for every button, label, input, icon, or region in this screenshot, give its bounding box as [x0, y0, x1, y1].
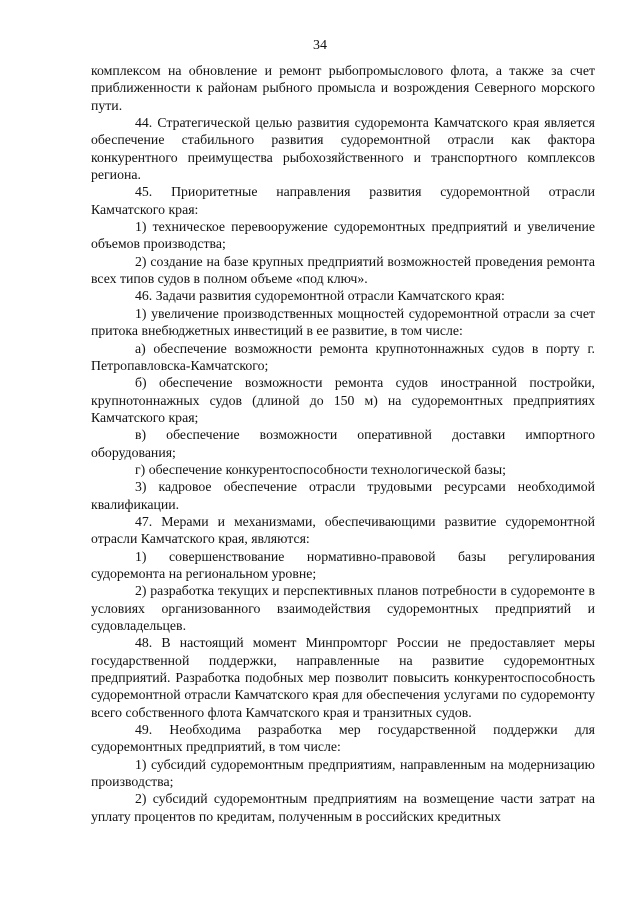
page-number: 34: [313, 38, 327, 53]
paragraph-47: 47. Мерами и механизмами, обеспечивающими развитие судоремонтной отрасли Камчатского края, являются:: [91, 513, 595, 547]
paragraph-46-item-1: 1) увеличение производственных мощностей судоремонтной отрасли за счет притока внебюджетных инвестиций в ее развитие, в том числе:: [91, 305, 595, 339]
paragraph-46-item-1g: г) обеспечение конкурентоспособности технологической базы;: [135, 461, 506, 477]
paragraph-45: 45. Приоритетные направления развития судоремонтной отрасли Камчатского края:: [91, 184, 595, 217]
paragraph-44: 44. Стратегической целью развития судоремонта Камчатского края является обеспечение стабильного развития судоремонтной отрасли как фактора конкурентного преимущества рыбохозяйственного и транспортного комплексов региона.: [91, 115, 595, 183]
paragraph-49: 49. Необходима разработка мер государственной поддержки для судоремонтных предприятий, в том числе:: [91, 722, 595, 755]
paragraph-49-item-2: 2) субсидий судоремонтным предприятиям на возмещение части затрат на уплату процентов по кредитам, полученным в российских кредитных: [91, 791, 595, 824]
paragraph-45-item-1: 1) техническое перевооружение судоремонтных предприятий и увеличение объемов производства;: [91, 219, 595, 252]
document-body: [91, 62, 595, 825]
paragraph-46-item-1a: а) обеспечение возможности ремонта крупнотоннажных судов в порту г. Петропавловска-Камчатского;: [91, 340, 595, 373]
paragraph-48: 48. В настоящий момент Минпромторг России не предоставляет меры государственной поддержки, направленные на развитие судоремонтных предприятий. Разработка подобных мер позволит повысить конкурентоспособность судоремонтной отрасли Камчатского края для обеспечения услугами по судоремонту всего собственного флота Камчатского края и транзитных судов.: [91, 635, 595, 720]
paragraph-47-item-1: 1) совершенствование нормативно-правовой базы регулирования судоремонта на региональном уровне;: [91, 548, 595, 581]
paragraph-45-item-2: 2) создание на базе крупных предприятий возможностей проведения ремонта всех типов судов в полном объеме «под ключ».: [91, 253, 595, 287]
paragraph-46-item-1v: в) обеспечение возможности оперативной доставки импортного оборудования;: [91, 427, 595, 460]
paragraph-47-item-2: 2) разработка текущих и перспективных планов потребности в судоремонте в условиях организованного взаимодействия судоремонтных предприятий и судовладельцев.: [91, 583, 595, 633]
paragraph-46-item-3: 3) кадровое обеспечение отрасли трудовыми ресурсами необходимой квалификации.: [91, 479, 595, 512]
paragraph-46: 46. Задачи развития судоремонтной отрасли Камчатского края:: [135, 288, 505, 304]
paragraph-46-item-1b: б) обеспечение возможности ремонта судов иностранной постройки, крупнотоннажных судов (длиной до 150 м) на судоремонтных предприятиях Камчатского края;: [91, 375, 595, 425]
paragraph-49-item-1: 1) субсидий судоремонтным предприятиям, направленным на модернизацию производства;: [91, 756, 595, 790]
paragraph-continuation: комплексом на обновление и ремонт рыбопромыслового флота, а также за счет приближенности к районам рыбного промысла и возрождения Северного морского пути.: [91, 63, 595, 113]
